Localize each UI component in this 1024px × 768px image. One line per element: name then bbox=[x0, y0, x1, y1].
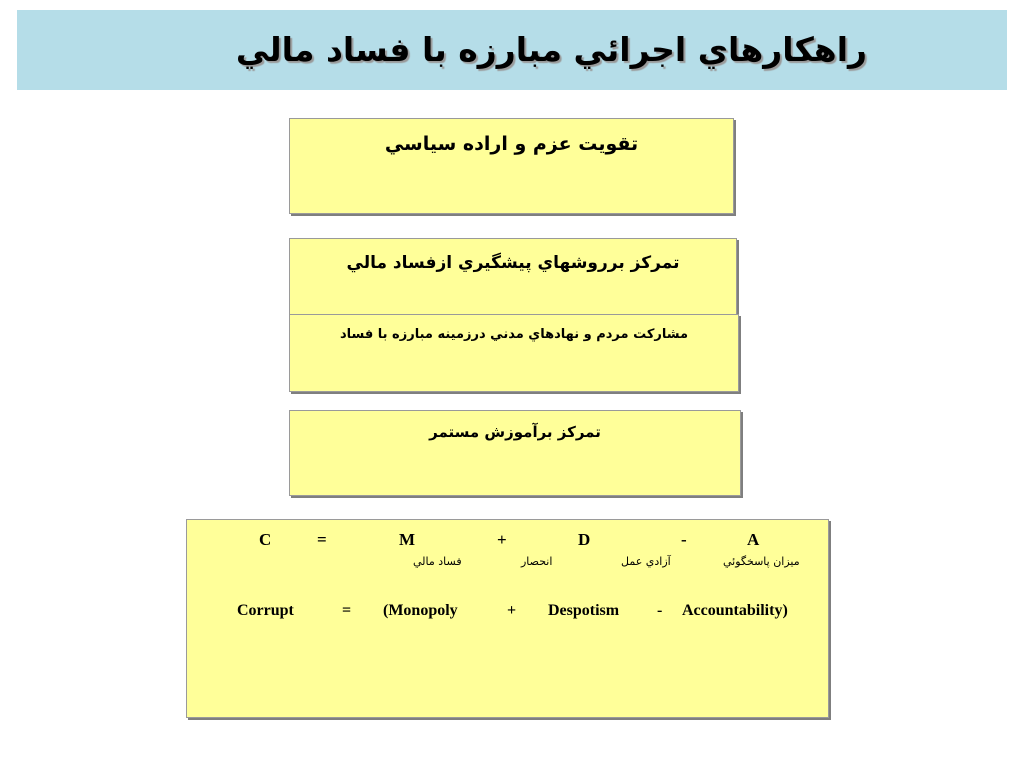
english-despotism: Despotism bbox=[548, 602, 620, 619]
formula-letter-c: C bbox=[259, 530, 272, 549]
political-will-label: تقويت عزم و اراده سياسي bbox=[384, 133, 639, 155]
formula-letter-minus: - bbox=[681, 530, 687, 549]
prevention-methods-box bbox=[289, 238, 737, 316]
term-monopoly: انحصار bbox=[521, 555, 553, 568]
english-plus: + bbox=[507, 602, 517, 619]
formula-letter-d: D bbox=[578, 530, 591, 549]
slide-title: راهكارهاي اجرائي مبارزه با فساد مالي bbox=[235, 30, 867, 69]
english-corrupt: Corrupt bbox=[237, 602, 294, 619]
corruption-formula-box bbox=[186, 519, 829, 718]
formula-letter-a: A bbox=[747, 530, 760, 549]
english-eq: = bbox=[342, 602, 352, 619]
title-bar bbox=[17, 10, 1007, 90]
english-monopoly: (Monopoly bbox=[383, 602, 458, 619]
public-participation-box bbox=[289, 314, 739, 392]
public-participation-label: مشاركت مردم و نهادهاي مدني درزمينه مبارزه با فساد bbox=[339, 327, 689, 342]
english-minus: - bbox=[657, 602, 663, 619]
continuous-training-box bbox=[289, 410, 741, 496]
formula-letter-m: M bbox=[399, 530, 416, 549]
formula-letter-plus: + bbox=[497, 530, 507, 549]
term-freedom-of-action: آزادي عمل bbox=[621, 555, 671, 568]
political-will-box bbox=[289, 118, 734, 214]
formula-letter-eq: = bbox=[317, 530, 327, 549]
prevention-methods-label: تمركز برروشهاي پيشگيري ازفساد مالي bbox=[346, 253, 680, 273]
term-accountability: ميزان پاسخگوئي bbox=[723, 555, 800, 568]
english-accountability: Accountability) bbox=[682, 602, 788, 619]
term-financial-corruption: فساد مالي bbox=[413, 555, 462, 568]
continuous-training-label: تمركز برآموزش مستمر bbox=[429, 423, 601, 441]
